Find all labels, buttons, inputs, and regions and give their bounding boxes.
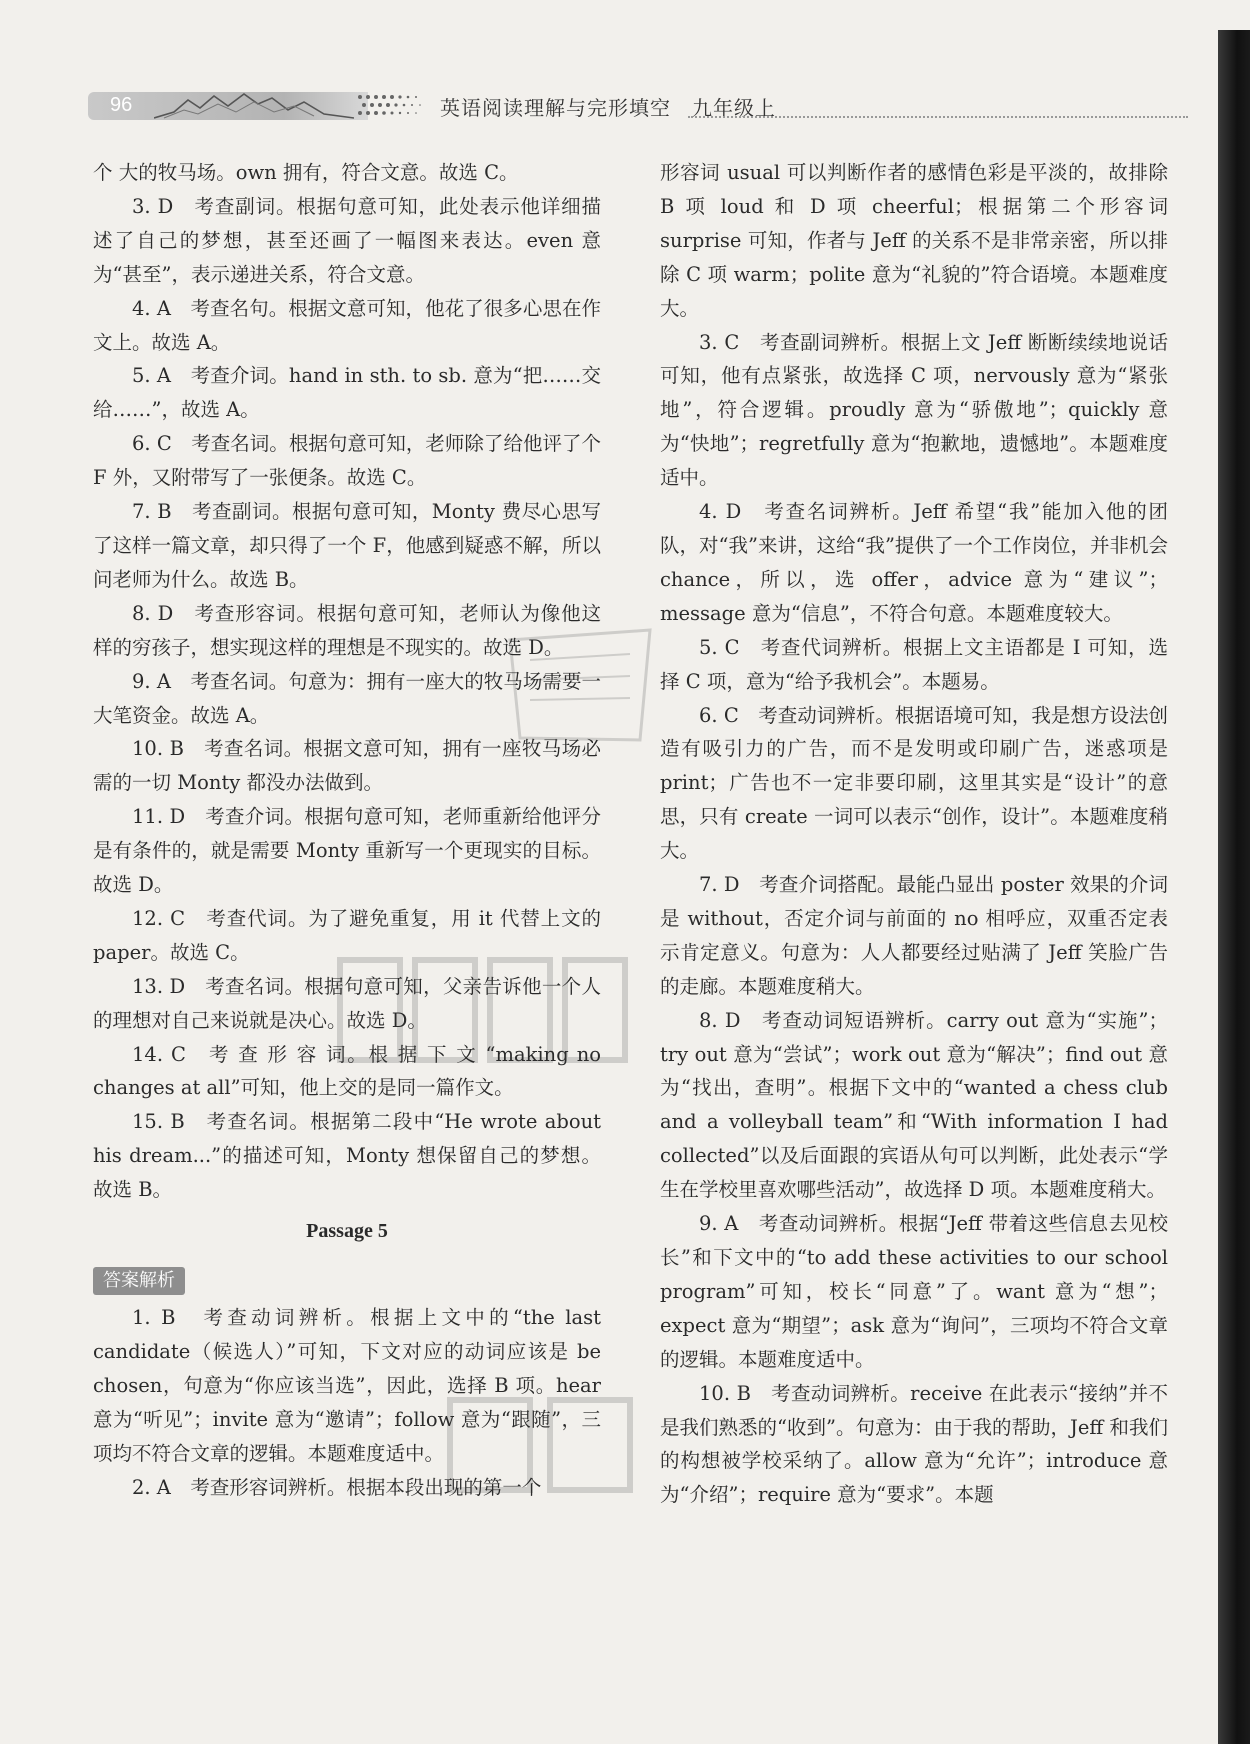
paragraph: 5. C 考查代词辨析。根据上文主语都是 I 可知，选择 C 项，意为“给予我机会”。本题易。 — [660, 635, 1168, 693]
book-title: 英语阅读理解与完形填空 九年级上 — [440, 96, 776, 120]
paragraph: 6. C 考查名词。根据句意可知，老师除了给他评了个 F 外，又附带写了一张便条。故选 C。 — [93, 432, 601, 490]
page-number: 96 — [110, 94, 133, 116]
paragraph: 形容词 usual 可以判断作者的感情色彩是平淡的，故排除 B 项 loud 和 D 项 cheerful；根据第二个形容词 surprise 可知，作者与 Jeff 的关系不是非常亲密，所以排除 C 项 warm；polite 意为“礼貌的”符合语境。本题难度大。 — [660, 161, 1168, 320]
page-edge-shadow — [1218, 30, 1250, 1744]
paragraph: 12. C 考查代词。为了避免重复，用 it 代替上文的 paper。故选 C。 — [93, 906, 601, 964]
paragraph: 2. A 考查形容词辨析。根据本段出现的第一个 — [132, 1475, 542, 1499]
paragraph: 4. D 考查名词辨析。Jeff 希望“我”能加入他的团队，对“我”来讲，这给“我”提供了一个工作岗位，并非机会 chance，所以，选 offer，advice 意为“建议”；message 意为“信息”，不符合句意。本题难度较大。 — [660, 500, 1168, 625]
paragraph: 9. A 考查名词。句意为：拥有一座大的牧马场需要一大笔资金。故选 A。 — [93, 669, 601, 727]
mountain-icon — [154, 90, 354, 122]
paragraph: 13. D 考查名词。根据句意可知，父亲告诉他一个人的理想对自己来说就是决心。故选 D。 — [93, 974, 601, 1032]
paragraph: 3. D 考查副词。根据句意可知，此处表示他详细描述了自己的梦想，甚至还画了一幅图来表达。even 意为“甚至”，表示递进关系，符合文意。 — [93, 194, 601, 286]
passage-title: Passage 5 — [306, 1220, 388, 1243]
paragraph: 6. C 考查动词辨析。根据语境可知，我是想方设法创造有吸引力的广告，而不是发明或印刷广告，迷惑项是 print；广告也不一定非要印刷，这里其实是“设计”的意思，只有 create 一词可以表示“创作，设计”。本题难度稍大。 — [660, 703, 1168, 863]
header-divider — [688, 116, 1188, 118]
paragraph: 15. B 考查名词。根据第二段中“He wrote about his dream...”的描述可知，Monty 想保留自己的梦想。故选 B。 — [93, 1110, 601, 1202]
paragraph: 8. D 考查动词短语辨析。carry out 意为“实施”；try out 意为“尝试”；work out 意为“解决”；find out 意为“找出，查明”。根据下文中的“wanted a chess club and a volleyball team”和“With information I had collected”以及后面跟的宾语从句可以判断，此处表示“学生在学校里喜欢哪些活动”，故选择 D 项。本题难度稍大。 — [660, 1008, 1168, 1202]
paragraph: 10. B 考查动词辨析。receive 在此表示“接纳”并不是我们熟悉的“收到”。句意为：由于我的帮助，Jeff 和我们的构想被学校采纳了。allow 意为“允许”；introduce 意为“介绍”；require 意为“要求”。本题 — [660, 1381, 1168, 1507]
left-column — [93, 156, 601, 1504]
paragraph: 8. D 考查形容词。根据句意可知，老师认为像他这样的穷孩子，想实现这样的理想是不现实的。故选 D。 — [93, 601, 601, 659]
paragraph: 7. B 考查副词。根据句意可知，Monty 费尽心思写了这样一篇文章，却只得了一个 F，他感到疑惑不解，所以 问老师为什么。故选 B。 — [93, 500, 601, 591]
paragraph: 11. D 考查介词。根据句意可知，老师重新给他评分是有条件的，就是需要 Monty 重新写一个更现实的目标。故选 D。 — [93, 805, 601, 897]
paragraph: 个 大的牧马场。own 拥有，符合文意。故选 C。 — [93, 161, 519, 184]
paragraph: 4. A 考查名句。根据文意可知，他花了很多心思在作文上。故选 A。 — [93, 296, 601, 354]
answer-analysis-tag: 答案解析 — [93, 1267, 185, 1295]
dots-pattern-icon — [356, 92, 432, 120]
paragraph: 14. C 考 查 形 容 词。根 据 下 文 “making no changes at all”可知，他上交的是同一篇作文。 — [93, 1042, 601, 1100]
paragraph: 9. A 考查动词辨析。根据“Jeff 带着这些信息去见校长”和下文中的“to add these activities to our school program”可知，校长“同意”了。want 意为“想”；expect 意为“期望”；ask 意为“询问”，三项均不符合文章的逻辑。本题难度适中。 — [660, 1212, 1168, 1371]
paragraph: 10. B 考查名词。根据文意可知，拥有一座牧马场必需的一切 Monty 都没办法做到。 — [93, 737, 601, 795]
paragraph: 1. B 考查动词辨析。根据上文中的“the last candidate（候选人）”可知，下文对应的动词应该是 be chosen，句意为“你应该当选”，因此，选择 B 项。hear 意为“听见”；invite 意为“邀请”；follow 意为“跟随”，三项均不符合文章的逻辑。本题难度适中。 — [93, 1306, 601, 1465]
right-column — [660, 156, 1168, 1512]
paragraph: 3. C 考查副词辨析。根据上文 Jeff 断断续续地说话可知，他有点紧张，故选择 C 项，nervously 意为“紧张地”，符合逻辑。proudly 意为“骄傲地”；quickly 意为“快地”；regretfully 意为“抱歉地，遗憾地”。本题难度适中。 — [660, 330, 1168, 490]
paragraph: 5. A 考查介词。hand in sth. to sb. 意为“把……交给……”，故选 A。 — [93, 364, 601, 422]
page-header — [88, 88, 1198, 122]
paragraph: 7. D 考查介词搭配。最能凸显出 poster 效果的介词是 without，否定介词与前面的 no 相呼应，双重否定表示肯定意义。句意为：人人都要经过贴满了 Jeff 笑脸广告的走廊。本题难度稍大。 — [660, 873, 1168, 998]
